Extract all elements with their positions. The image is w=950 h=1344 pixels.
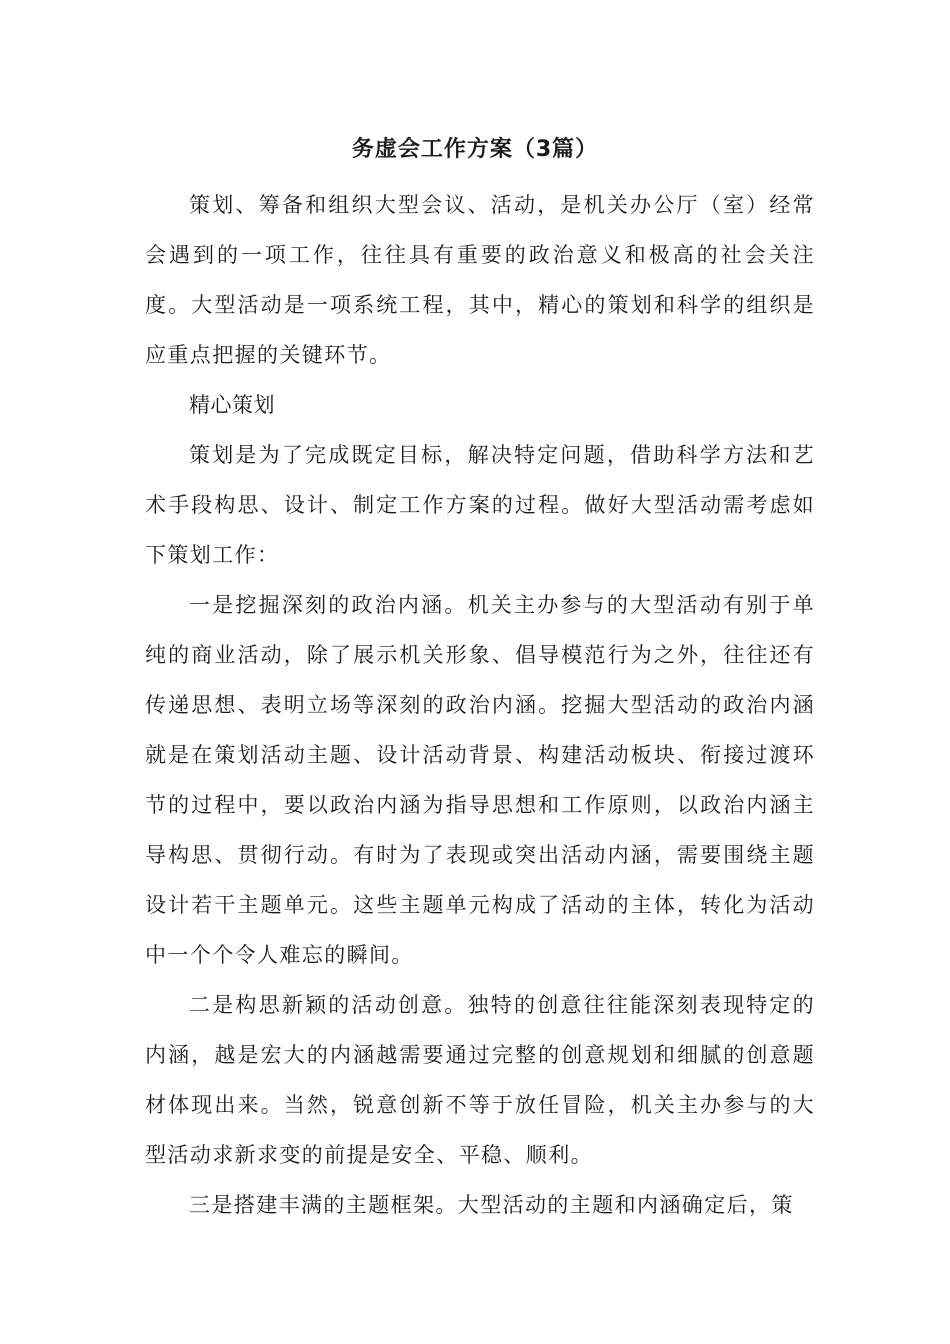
section-heading: 精心策划	[189, 393, 275, 417]
document-body	[145, 180, 815, 1230]
paragraph-point-one: 一是挖掘深刻的政治内涵。机关主办参与的大型活动有别于单纯的商业活动，除了展示机关形象、倡导模范行为之外，往往还有传递思想、表明立场等深刻的政治内涵。挖掘大型活动的政治内涵就是在策划活动主题、设计活动背景、构建活动板块、衔接过渡环节的过程中，要以政治内涵为指导思想和工作原则，以政治内涵主导构思、贯彻行动。有时为了表现或突出活动内涵，需要围绕主题设计若干主题单元。这些主题单元构成了活动的主体，转化为活动中一个个令人难忘的瞬间。	[145, 593, 815, 967]
paragraph-point-two: 二是构思新颖的活动创意。独特的创意往往能深刻表现特定的内涵，越是宏大的内涵越需要通过完整的创意规划和细腻的创意题材体现出来。当然，锐意创新不等于放任冒险，机关主办参与的大型活动求新求变的前提是安全、平稳、顺利。	[145, 993, 815, 1167]
paragraph-planning: 策划是为了完成既定目标，解决特定问题，借助科学方法和艺术手段构思、设计、制定工作方案的过程。做好大型活动需考虑如下策划工作：	[145, 443, 815, 567]
paragraph-point-three: 三是搭建丰满的主题框架。大型活动的主题和内涵确定后，策	[189, 1193, 794, 1217]
document-title: 务虚会工作方案（3篇）	[351, 137, 599, 162]
paragraph-intro: 策划、筹备和组织大型会议、活动，是机关办公厅（室）经常会遇到的一项工作，往往具有重要的政治意义和极高的社会关注度。大型活动是一项系统工程，其中，精心的策划和科学的组织是应重点把握的关键环节。	[145, 193, 815, 367]
